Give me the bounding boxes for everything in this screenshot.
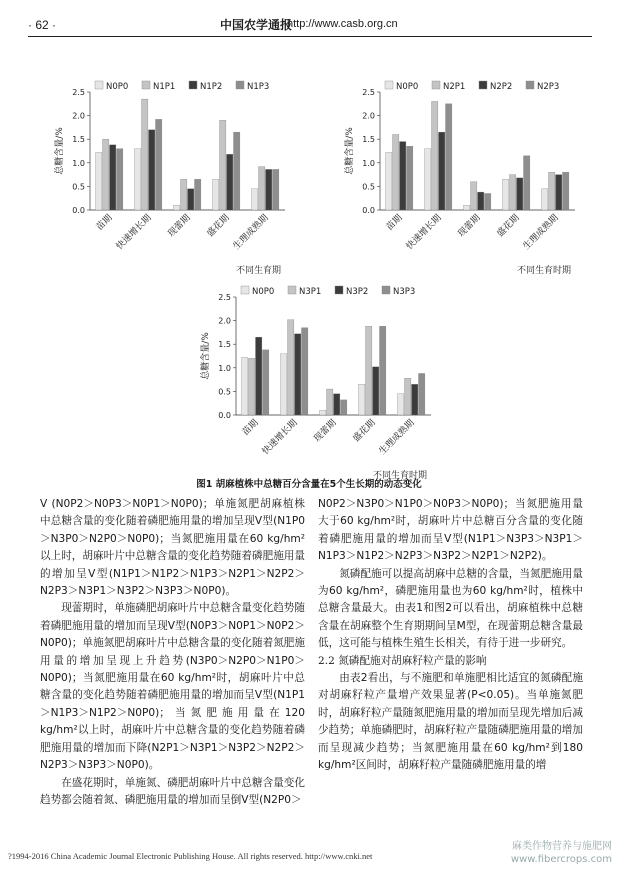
- legend-label: N0P0: [396, 82, 419, 92]
- bar: [398, 394, 404, 415]
- bar: [471, 182, 477, 210]
- legend-swatch: [382, 286, 390, 294]
- bar: [327, 389, 333, 415]
- bar: [432, 101, 438, 210]
- y-tick-label: 0.5: [72, 182, 85, 192]
- y-tick-label: 1.5: [362, 135, 375, 145]
- bar: [412, 384, 418, 415]
- legend-label: N0P0: [106, 82, 129, 92]
- watermark-line: www.fibercrops.com: [510, 854, 612, 865]
- legend-swatch: [236, 81, 244, 89]
- category-label: 现蕾期: [312, 418, 339, 445]
- bar: [366, 326, 372, 415]
- y-tick-label: 1.5: [72, 135, 85, 145]
- bar: [252, 189, 258, 210]
- legend-swatch: [241, 286, 249, 294]
- category-label: 苗期: [384, 213, 405, 233]
- left-column: [40, 496, 305, 809]
- category-label: 快速增长期: [114, 213, 154, 252]
- legend-swatch: [142, 81, 150, 89]
- legend-label: N3P2: [346, 287, 369, 297]
- bar: [563, 172, 569, 210]
- category-label: 盛花期: [351, 418, 378, 445]
- y-axis-label: 总糖含量/%: [55, 127, 65, 175]
- bar: [524, 156, 530, 210]
- bar: [302, 328, 308, 415]
- bar: [156, 119, 162, 210]
- bar: [341, 400, 347, 415]
- bar: [386, 152, 392, 210]
- bar: [249, 358, 255, 415]
- paragraph: N0P2＞N3P0＞N1P0＞N0P3＞N0P0)；当氮肥施用量大于60 kg/hm²时，胡麻叶片中总糖百分含量的变化随着磷肥施用量的增加而呈V型(N1P1＞N3P3＞N3P1＞N1P3＞N1P2＞N2P3＞N3P2＞N2P1＞N2P2)。: [318, 498, 583, 563]
- y-tick-label: 2.0: [362, 111, 375, 121]
- legend-label: N3P3: [393, 287, 416, 297]
- legend-label: N1P2: [200, 82, 223, 92]
- legend-swatch: [335, 286, 343, 294]
- bar: [549, 172, 555, 210]
- bar: [234, 132, 240, 210]
- bar: [407, 146, 413, 210]
- bar: [439, 132, 445, 210]
- paragraph: 在盛花期时，单施氮、磷肥胡麻叶片中总糖含量变化趋势都会随着氮、磷肥施用量的增加而呈倒V型(N2P0＞: [40, 776, 305, 806]
- y-axis-label: 总糖含量/%: [201, 332, 211, 380]
- legend-label: N0P0: [252, 287, 275, 297]
- legend-swatch: [95, 81, 103, 89]
- y-tick-label: 1.0: [362, 158, 375, 168]
- x-axis-label: 不同生育时期: [516, 266, 571, 276]
- y-tick-label: 2.5: [218, 293, 231, 302]
- bar: [149, 130, 155, 210]
- bar: [320, 410, 326, 415]
- legend-label: N1P3: [247, 82, 270, 92]
- right-column: [318, 496, 583, 775]
- bar: [195, 179, 201, 210]
- figure-caption: 图1 胡麻植株中总糖百分含量在5个生长期的动态变化: [196, 479, 422, 490]
- bar: [263, 350, 269, 415]
- y-tick-label: 0.0: [218, 411, 231, 420]
- y-tick-label: 1.0: [72, 158, 85, 168]
- bar: [380, 326, 386, 415]
- page-header: [0, 0, 618, 34]
- bar: [464, 205, 470, 210]
- bar: [373, 367, 379, 415]
- paragraph: V (N0P2＞N0P3＞N0P1＞N0P0)；单施氮肥胡麻植株中总糖含量的变化随着磷肥施用量的增加呈现V型(N1P0＞N3P0＞N2P0＞N0P0)；当氮肥施用量在60 kg/hm²以上时，胡麻叶片中总糖含量的变化趋势随着磷肥施用量的增加呈V型(N1P1＞N1P2＞N1P3＞N2P1＞N2P2＞N2P3＞N3P1＞N3P2＞N3P3＞N0P0)。: [40, 498, 305, 598]
- legend-swatch: [288, 286, 296, 294]
- chart-n1: [40, 78, 295, 278]
- journal-name: 中国农学通报: [220, 18, 293, 32]
- bar: [188, 189, 194, 210]
- paragraph: 由表2看出，与不施肥和单施肥相比适宜的氮磷配施对胡麻籽粒产量增产效果显著(P<0.05)。当单施氮肥时，胡麻籽粒产量随氮肥施用量的增加而呈现先增加后减少趋势；单施磷肥时，胡麻籽粒产量随磷肥施用量的增加而呈现减少趋势；当氮肥施用量在60 kg/hm²到180 kg/hm²区间时，胡麻籽粒产量随磷肥施用量的增: [318, 672, 583, 772]
- bar: [117, 149, 123, 210]
- bar: [478, 192, 484, 210]
- bar: [295, 334, 301, 415]
- y-axis-label: 总糖含量/%: [345, 127, 355, 175]
- paragraph: 氮磷配施可以提高胡麻中总糖的含量，当氮肥施用量为60 kg/hm²，磷肥施用量也为60 kg/hm²时，植株中总糖含量最大。由表1和图2可以看出，胡麻植株中总糖含量在胡麻整个生育期期间呈M型，在现蕾期总糖含量最低，这可能与植株生殖生长相关，有待于进一步研究。: [318, 567, 583, 650]
- category-label: 盛花期: [495, 213, 522, 240]
- bar: [181, 179, 187, 210]
- category-label: 生理成熟期: [231, 213, 271, 252]
- bar: [103, 139, 109, 210]
- bar: [227, 154, 233, 210]
- bar: [542, 189, 548, 210]
- category-label: 现蕾期: [456, 213, 483, 240]
- legend-swatch: [385, 81, 393, 89]
- bar: [288, 320, 294, 415]
- category-label: 生理成熟期: [521, 213, 561, 252]
- bar: [142, 99, 148, 210]
- bar: [503, 179, 509, 210]
- chart-n3: [186, 283, 441, 483]
- bar: [135, 149, 141, 210]
- bar: [266, 169, 272, 210]
- copyright-footer: ?1994-2016 China Academic Journal Electronic Publishing House. All rights reserved. http://www.cnki.net: [8, 851, 373, 861]
- legend-label: N2P2: [490, 82, 513, 92]
- legend-swatch: [432, 81, 440, 89]
- paragraph: 现蕾期时，单施磷肥胡麻叶片中总糖含量变化趋势随着磷肥施用量的增加而呈现V型(N0P3＞N0P1＞N0P2＞N0P0)；单施氮肥胡麻叶片中总糖含量的变化随着氮肥施用量的增加呈现上升趋势(N3P0＞N2P0＞N1P0＞N0P0)；当氮肥施用量在60 kg/hm²时，胡麻叶片中总糖含量的变化趋势随着磷肥施用量的增加而呈V型(N1P1＞N1P3＞N1P2＞N0P0)；当氮肥施用量在120 kg/hm²以上时，胡麻叶片中总糖含量的变化趋势随着磷肥施用量的增加而下降(N2P1＞N3P1＞N3P2＞N2P2＞N2P3＞N3P3＞N0P0)。: [40, 602, 305, 772]
- bar: [419, 373, 425, 415]
- bar: [174, 205, 180, 210]
- watermark-line: 麻类作物营养与施肥网: [512, 841, 612, 852]
- category-label: 苗期: [240, 418, 261, 438]
- legend-label: N2P3: [537, 82, 560, 92]
- bar: [96, 152, 102, 210]
- bar: [110, 145, 116, 210]
- bar: [273, 169, 279, 210]
- y-tick-label: 2.0: [72, 111, 85, 121]
- y-tick-label: 2.5: [72, 88, 85, 97]
- chart-n2: [330, 78, 585, 278]
- bar: [334, 394, 340, 415]
- category-label: 快速增长期: [404, 213, 444, 252]
- bar: [556, 175, 562, 210]
- x-axis-label: 不同生育期: [235, 266, 281, 276]
- bar: [517, 178, 523, 210]
- bar: [485, 193, 491, 210]
- bar: [405, 378, 411, 415]
- bar: [259, 167, 265, 210]
- bar: [425, 149, 431, 210]
- journal-url: http://www.casb.org.cn: [287, 18, 398, 30]
- y-tick-label: 1.0: [218, 363, 231, 373]
- legend-label: N1P1: [153, 82, 176, 92]
- y-tick-label: 0.0: [72, 206, 85, 215]
- bar: [359, 384, 365, 415]
- y-tick-label: 2.0: [218, 316, 231, 326]
- legend-swatch: [526, 81, 534, 89]
- header-rule: [28, 36, 592, 37]
- x-axis-label: 不同生育时期: [372, 471, 427, 481]
- bar: [220, 120, 226, 210]
- y-tick-label: 0.5: [218, 387, 231, 397]
- bar: [393, 134, 399, 210]
- legend-swatch: [189, 81, 197, 89]
- page-number: · 62 ·: [28, 18, 57, 32]
- y-tick-label: 2.5: [362, 88, 375, 97]
- bar: [213, 179, 219, 210]
- category-label: 现蕾期: [166, 213, 193, 240]
- category-label: 苗期: [94, 213, 115, 233]
- y-tick-label: 1.5: [218, 340, 231, 350]
- bar: [242, 357, 248, 415]
- site-watermark: [511, 840, 612, 866]
- bar: [256, 337, 262, 415]
- bar: [281, 354, 287, 415]
- bar: [400, 142, 406, 210]
- y-tick-label: 0.5: [362, 182, 375, 192]
- section-heading: 2.2 氮磷配施对胡麻籽粒产量的影响: [318, 654, 487, 667]
- legend-label: N2P1: [443, 82, 466, 92]
- category-label: 盛花期: [205, 213, 232, 240]
- y-tick-label: 0.0: [362, 206, 375, 215]
- category-label: 快速增长期: [260, 418, 300, 457]
- category-label: 生理成熟期: [377, 418, 417, 457]
- bar: [446, 104, 452, 210]
- bar: [510, 175, 516, 210]
- legend-label: N3P1: [299, 287, 322, 297]
- legend-swatch: [479, 81, 487, 89]
